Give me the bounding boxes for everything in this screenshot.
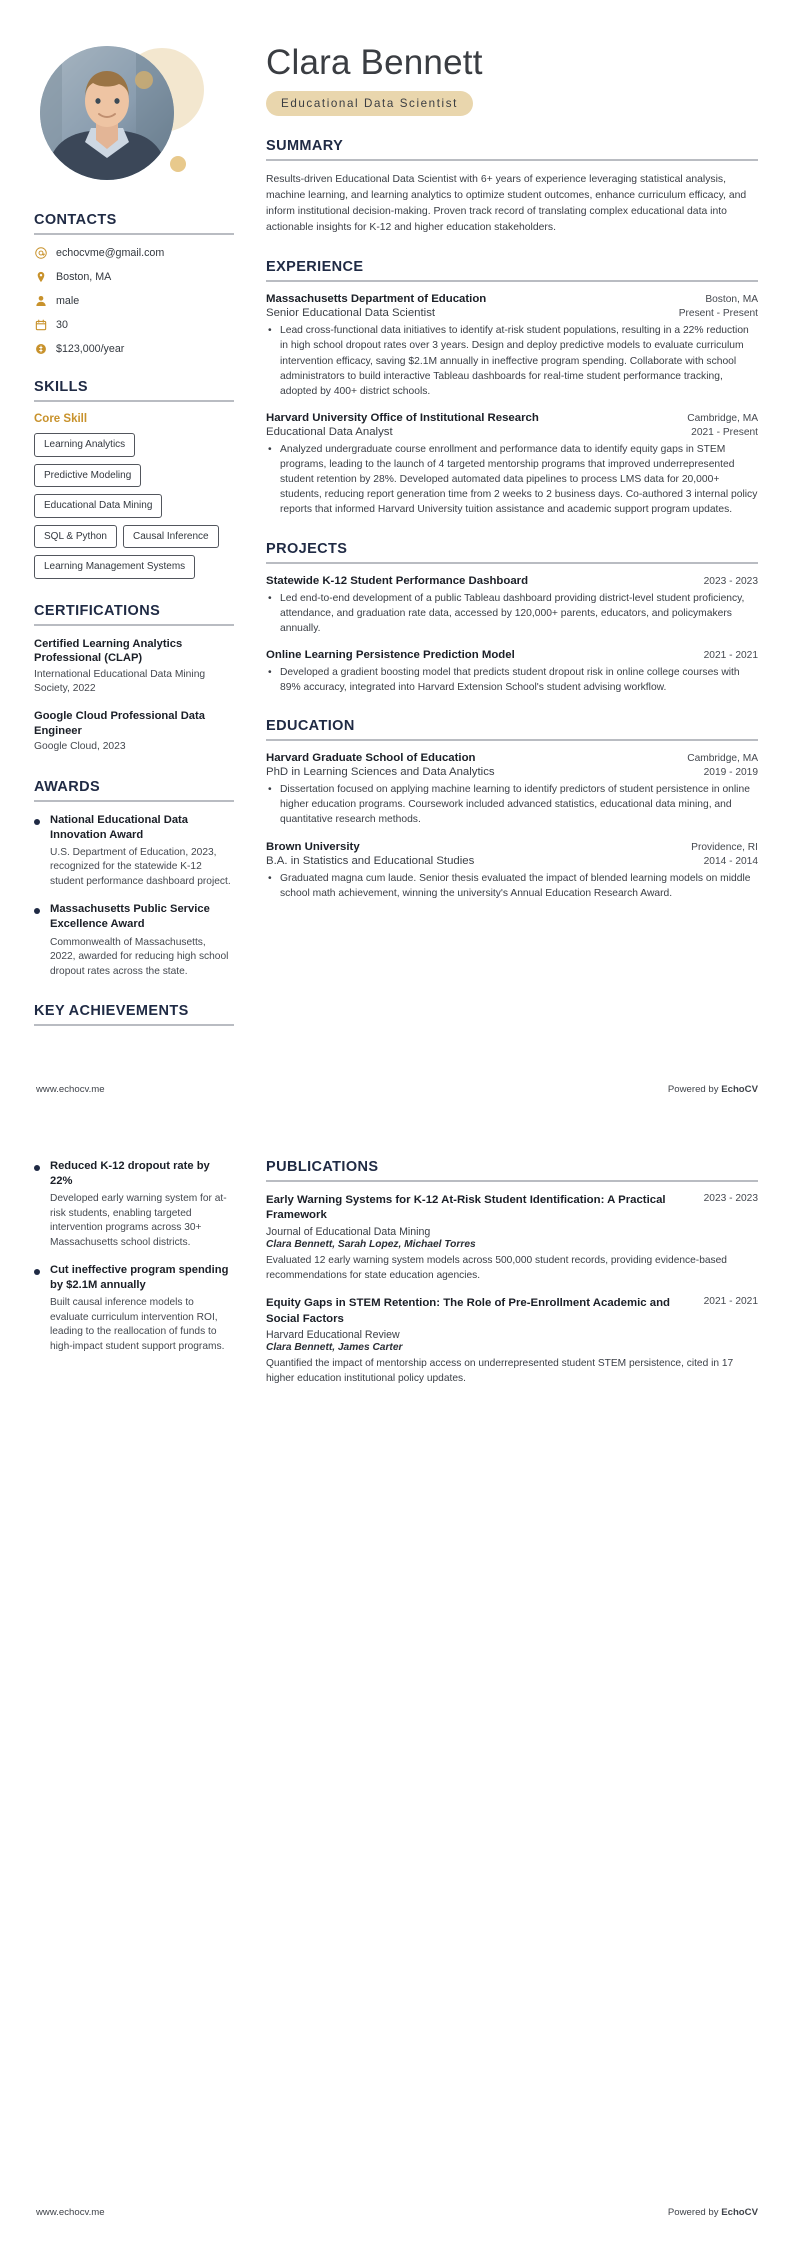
- contact-email-value: echocvme@gmail.com: [56, 246, 165, 259]
- skill-chip[interactable]: SQL & Python: [34, 525, 117, 549]
- divider: [34, 1024, 234, 1026]
- footer-branding: [668, 2207, 758, 2218]
- bullet-marker-icon: •: [268, 443, 272, 455]
- salary-coin-icon: [34, 342, 47, 355]
- section-heading-awards: AWARDS: [34, 778, 101, 795]
- achievement-description: Built causal inference models to evaluate curriculum intervention ROI, leading to the reallocation of funds to high-impact student support programs.: [50, 1297, 225, 1352]
- contact-age: [34, 318, 234, 331]
- main-column: [252, 0, 794, 914]
- divider: [266, 280, 758, 282]
- experience-bullet: [268, 323, 758, 399]
- publication-title: Equity Gaps in STEM Retention: The Role of Pre-Enrollment Academic and Social Factors: [266, 1297, 670, 1325]
- certification-name: Google Cloud Professional Data Engineer: [34, 709, 205, 737]
- experience-bullet-text: Analyzed undergraduate course enrollment and performance data to identify equity gaps in STEM programs, leading to the launch of 4 targeted mentorship programs that improved underrepresented student retention by 28%. Developed automated data pipelines to process LMS data for 20,000+ students, reducing report generation time from 2 weeks to 2 business days. Co-authored 3 internal policy reports that informed Harvard University tuition assistance and academic support program updates.: [280, 443, 758, 516]
- education-bullet: [268, 871, 758, 901]
- job-title-badge: Educational Data Scientist: [266, 91, 473, 116]
- footer-website[interactable]: www.echocv.me: [36, 2207, 105, 2218]
- skill-chip[interactable]: Learning Analytics: [34, 433, 135, 457]
- award-title: National Educational Data Innovation Award: [50, 813, 189, 841]
- achievement-item: [34, 1263, 234, 1354]
- section-key-achievements: [34, 1159, 234, 1354]
- section-skills: [34, 379, 234, 579]
- section-education: [266, 718, 758, 901]
- education-bullet: [268, 782, 758, 827]
- summary-text: Results-driven Educational Data Scientist with 6+ years of experience leveraging statistical analysis, machine learning, and learning analytics to optimize student outcomes, enhance curriculum efficacy, and inform institutional decision-making. Proven track record of translating complex educational data into actionable insights for K-12 and higher education stakeholders.: [266, 173, 747, 234]
- page-title: Clara Bennett: [266, 43, 483, 82]
- certification-meta: Google Cloud, 2023: [34, 741, 126, 753]
- publication-description: Evaluated 12 early warning system models across 500,000 student records, providing evidence-based recommendations for state education agencies.: [266, 1254, 727, 1281]
- publication-authors: Clara Bennett, James Carter: [266, 1342, 403, 1354]
- achievement-title: Cut ineffective program spending by $2.1M annually: [50, 1264, 229, 1292]
- award-description: U.S. Department of Education, 2023, recognized for the statewide K-12 student performance dashboard project.: [50, 846, 231, 887]
- divider: [34, 400, 234, 402]
- skill-chip[interactable]: Learning Management Systems: [34, 555, 195, 579]
- publication-item: [266, 1296, 758, 1386]
- bullet-marker-icon: •: [268, 872, 272, 884]
- publication-venue: Journal of Educational Data Mining: [266, 1225, 431, 1238]
- divider: [266, 739, 758, 741]
- section-projects: [266, 541, 758, 696]
- bullet-dot-icon: [34, 1165, 40, 1171]
- divider: [34, 800, 234, 802]
- education-location: Cambridge, MA: [687, 753, 758, 765]
- education-dates: 2014 - 2014: [703, 855, 758, 867]
- sidebar: [0, 0, 252, 1037]
- project-bullet-text: Led end-to-end development of a public Tableau dashboard providing district-level student proficiency, attendance, and graduation rate data, accessed by 120,000+ parents, educators, and policymakers annually.: [280, 592, 745, 634]
- divider: [266, 562, 758, 564]
- publication-item: [266, 1193, 758, 1283]
- section-heading-skills: SKILLS: [34, 379, 88, 395]
- contact-location-value: Boston, MA: [56, 270, 112, 283]
- project-item: [266, 649, 758, 695]
- project-dates: 2021 - 2021: [703, 649, 758, 661]
- achievement-description: Developed early warning system for at-risk students, enabling targeted intervention programs across 30+ Massachusetts school districts.: [50, 1193, 227, 1248]
- avatar: [40, 38, 190, 188]
- education-dates: 2019 - 2019: [703, 767, 758, 779]
- project-title: Online Learning Persistence Prediction Model: [266, 648, 515, 661]
- page-footer: [36, 1084, 758, 1095]
- location-pin-icon: [34, 270, 47, 283]
- divider: [266, 1180, 758, 1182]
- section-heading-key-achievements: KEY ACHIEVEMENTS: [34, 1003, 189, 1020]
- project-bullet-text: Developed a gradient boosting model that predicts student dropout risk in online college courses with 89% accuracy, integrated into Harvard Extension School's student advising workflow.: [280, 666, 740, 694]
- bullet-marker-icon: •: [268, 325, 272, 337]
- experience-role: Senior Educational Data Scientist: [266, 307, 436, 320]
- skill-chip[interactable]: Causal Inference: [123, 525, 219, 549]
- certification-item: [34, 709, 234, 755]
- publication-title: Early Warning Systems for K-12 At-Risk Student Identification: A Practical Framework: [266, 1194, 666, 1222]
- section-certifications: [34, 603, 234, 755]
- project-bullet: [268, 591, 758, 636]
- project-item: [266, 575, 758, 636]
- project-title: Statewide K-12 Student Performance Dashboard: [266, 574, 529, 587]
- bullet-dot-icon: [34, 908, 40, 914]
- experience-item: [266, 293, 758, 399]
- contact-email[interactable]: [34, 246, 234, 259]
- section-experience: [266, 259, 758, 517]
- education-institution: Harvard Graduate School of Education: [266, 752, 476, 765]
- education-degree: PhD in Learning Sciences and Data Analytics: [266, 766, 495, 779]
- certification-meta: International Educational Data Mining Society, 2022: [34, 669, 206, 695]
- decorative-circle-small: [170, 156, 186, 172]
- experience-organization: Harvard University Office of Institutional Research: [266, 411, 539, 424]
- publication-venue: Harvard Educational Review: [266, 1329, 400, 1342]
- contact-gender-value: male: [56, 294, 80, 307]
- achievement-title: Reduced K-12 dropout rate by 22%: [50, 1160, 210, 1188]
- education-degree: B.A. in Statistics and Educational Studies: [266, 854, 475, 867]
- section-contacts: [34, 212, 234, 355]
- education-location: Providence, RI: [691, 841, 758, 853]
- experience-dates: 2021 - Present: [691, 426, 758, 438]
- publication-description: Quantified the impact of mentorship access on underrepresented student STEM persistence, cited in 17 higher education institutional policy updates.: [266, 1358, 734, 1384]
- resume-sheet-2: [0, 1123, 794, 2246]
- award-title: Massachusetts Public Service Excellence Award: [50, 903, 210, 931]
- education-item: [266, 841, 758, 901]
- education-bullet-text: Dissertation focused on applying machine learning to identify predictors of student persistence in online higher education programs. Coursework included advanced statistics, educational data mining, and quantitative research methods.: [280, 784, 750, 826]
- experience-location: Boston, MA: [705, 294, 758, 306]
- education-institution: Brown University: [266, 840, 360, 853]
- certification-item: [34, 637, 234, 697]
- section-heading-education: EDUCATION: [266, 718, 355, 735]
- bullet-dot-icon: [34, 819, 40, 825]
- section-publications: [266, 1159, 758, 1387]
- award-item: [34, 813, 234, 890]
- experience-bullet: [268, 442, 758, 518]
- section-heading-certifications: CERTIFICATIONS: [34, 602, 161, 619]
- award-item: [34, 902, 234, 979]
- section-heading-contacts: CONTACTS: [34, 212, 117, 228]
- achievement-item: [34, 1159, 234, 1250]
- section-summary: [266, 138, 758, 237]
- publication-authors: Clara Bennett, Sarah Lopez, Michael Torres: [266, 1238, 476, 1250]
- contact-location: [34, 270, 234, 283]
- contact-salary: [34, 342, 234, 355]
- divider: [34, 233, 234, 235]
- experience-organization: Massachusetts Department of Education: [266, 293, 487, 306]
- email-icon: [34, 246, 47, 259]
- experience-role: Educational Data Analyst: [266, 425, 393, 438]
- contact-age-value: 30: [56, 318, 68, 331]
- bullet-marker-icon: •: [268, 592, 272, 604]
- section-heading-publications: PUBLICATIONS: [266, 1159, 379, 1175]
- skill-chip-list: [34, 433, 234, 579]
- profile-photo-illustration: [40, 46, 174, 180]
- publication-dates: 2023 - 2023: [703, 1193, 758, 1204]
- footer-branding: [668, 1084, 758, 1095]
- divider: [266, 159, 758, 161]
- experience-location: Cambridge, MA: [687, 412, 758, 424]
- section-awards: [34, 779, 234, 979]
- footer-powered-prefix: Powered by: [667, 2207, 722, 2218]
- page-footer: [36, 2207, 758, 2218]
- contact-salary-value: $123,000/year: [56, 342, 125, 355]
- award-description: Commonwealth of Massachusetts, 2022, awarded for reducing high school dropout rates across the state.: [50, 936, 229, 977]
- project-bullet: [268, 665, 758, 695]
- sidebar-continued: [0, 1159, 252, 1367]
- person-icon: [34, 294, 47, 307]
- divider: [34, 624, 234, 626]
- main-column-continued: [252, 1159, 794, 1400]
- section-heading-experience: EXPERIENCE: [266, 259, 364, 276]
- section-heading-projects: PROJECTS: [266, 540, 348, 557]
- bullet-marker-icon: •: [268, 666, 272, 678]
- skill-chip[interactable]: Educational Data Mining: [34, 494, 162, 518]
- profile-photo: [40, 46, 174, 180]
- footer-powered-prefix: Powered by: [667, 1084, 722, 1095]
- footer-website[interactable]: www.echocv.me: [36, 1084, 105, 1095]
- section-heading-summary: SUMMARY: [266, 137, 344, 154]
- experience-bullet-text: Lead cross-functional data initiatives to identify at-risk student populations, resulting in a 22% reduction in high school dropout rates over 3 years. Design and deploy predictive models to evaluate curriculum intervention efficacy, saving $2.1M annually in ineffective program spending. Collaborate with school administrators to build interactive Tableau dashboards for real-time student performance tracking, adopted by 400+ district schools.: [280, 325, 749, 397]
- bullet-marker-icon: •: [268, 784, 272, 796]
- calendar-icon: [34, 318, 47, 331]
- education-item: [266, 752, 758, 827]
- footer-brand-name: EchoCV: [721, 2207, 758, 2218]
- certification-name: Certified Learning Analytics Professional (CLAP): [34, 637, 183, 665]
- section-key-achievements-heading: [34, 1003, 234, 1026]
- education-bullet-text: Graduated magna cum laude. Senior thesis evaluated the impact of blended learning models on middle school math achievement, winning the university's Annual Education Research Award.: [280, 872, 751, 899]
- publication-dates: 2021 - 2021: [703, 1296, 758, 1308]
- skill-chip[interactable]: Predictive Modeling: [34, 464, 141, 488]
- experience-dates: Present - Present: [678, 308, 758, 320]
- skill-group-label: Core Skill: [34, 413, 88, 425]
- contact-gender: [34, 294, 234, 307]
- experience-item: [266, 412, 758, 518]
- project-dates: 2023 - 2023: [703, 575, 758, 587]
- footer-brand-name: EchoCV: [721, 1084, 758, 1095]
- bullet-dot-icon: [34, 1269, 40, 1275]
